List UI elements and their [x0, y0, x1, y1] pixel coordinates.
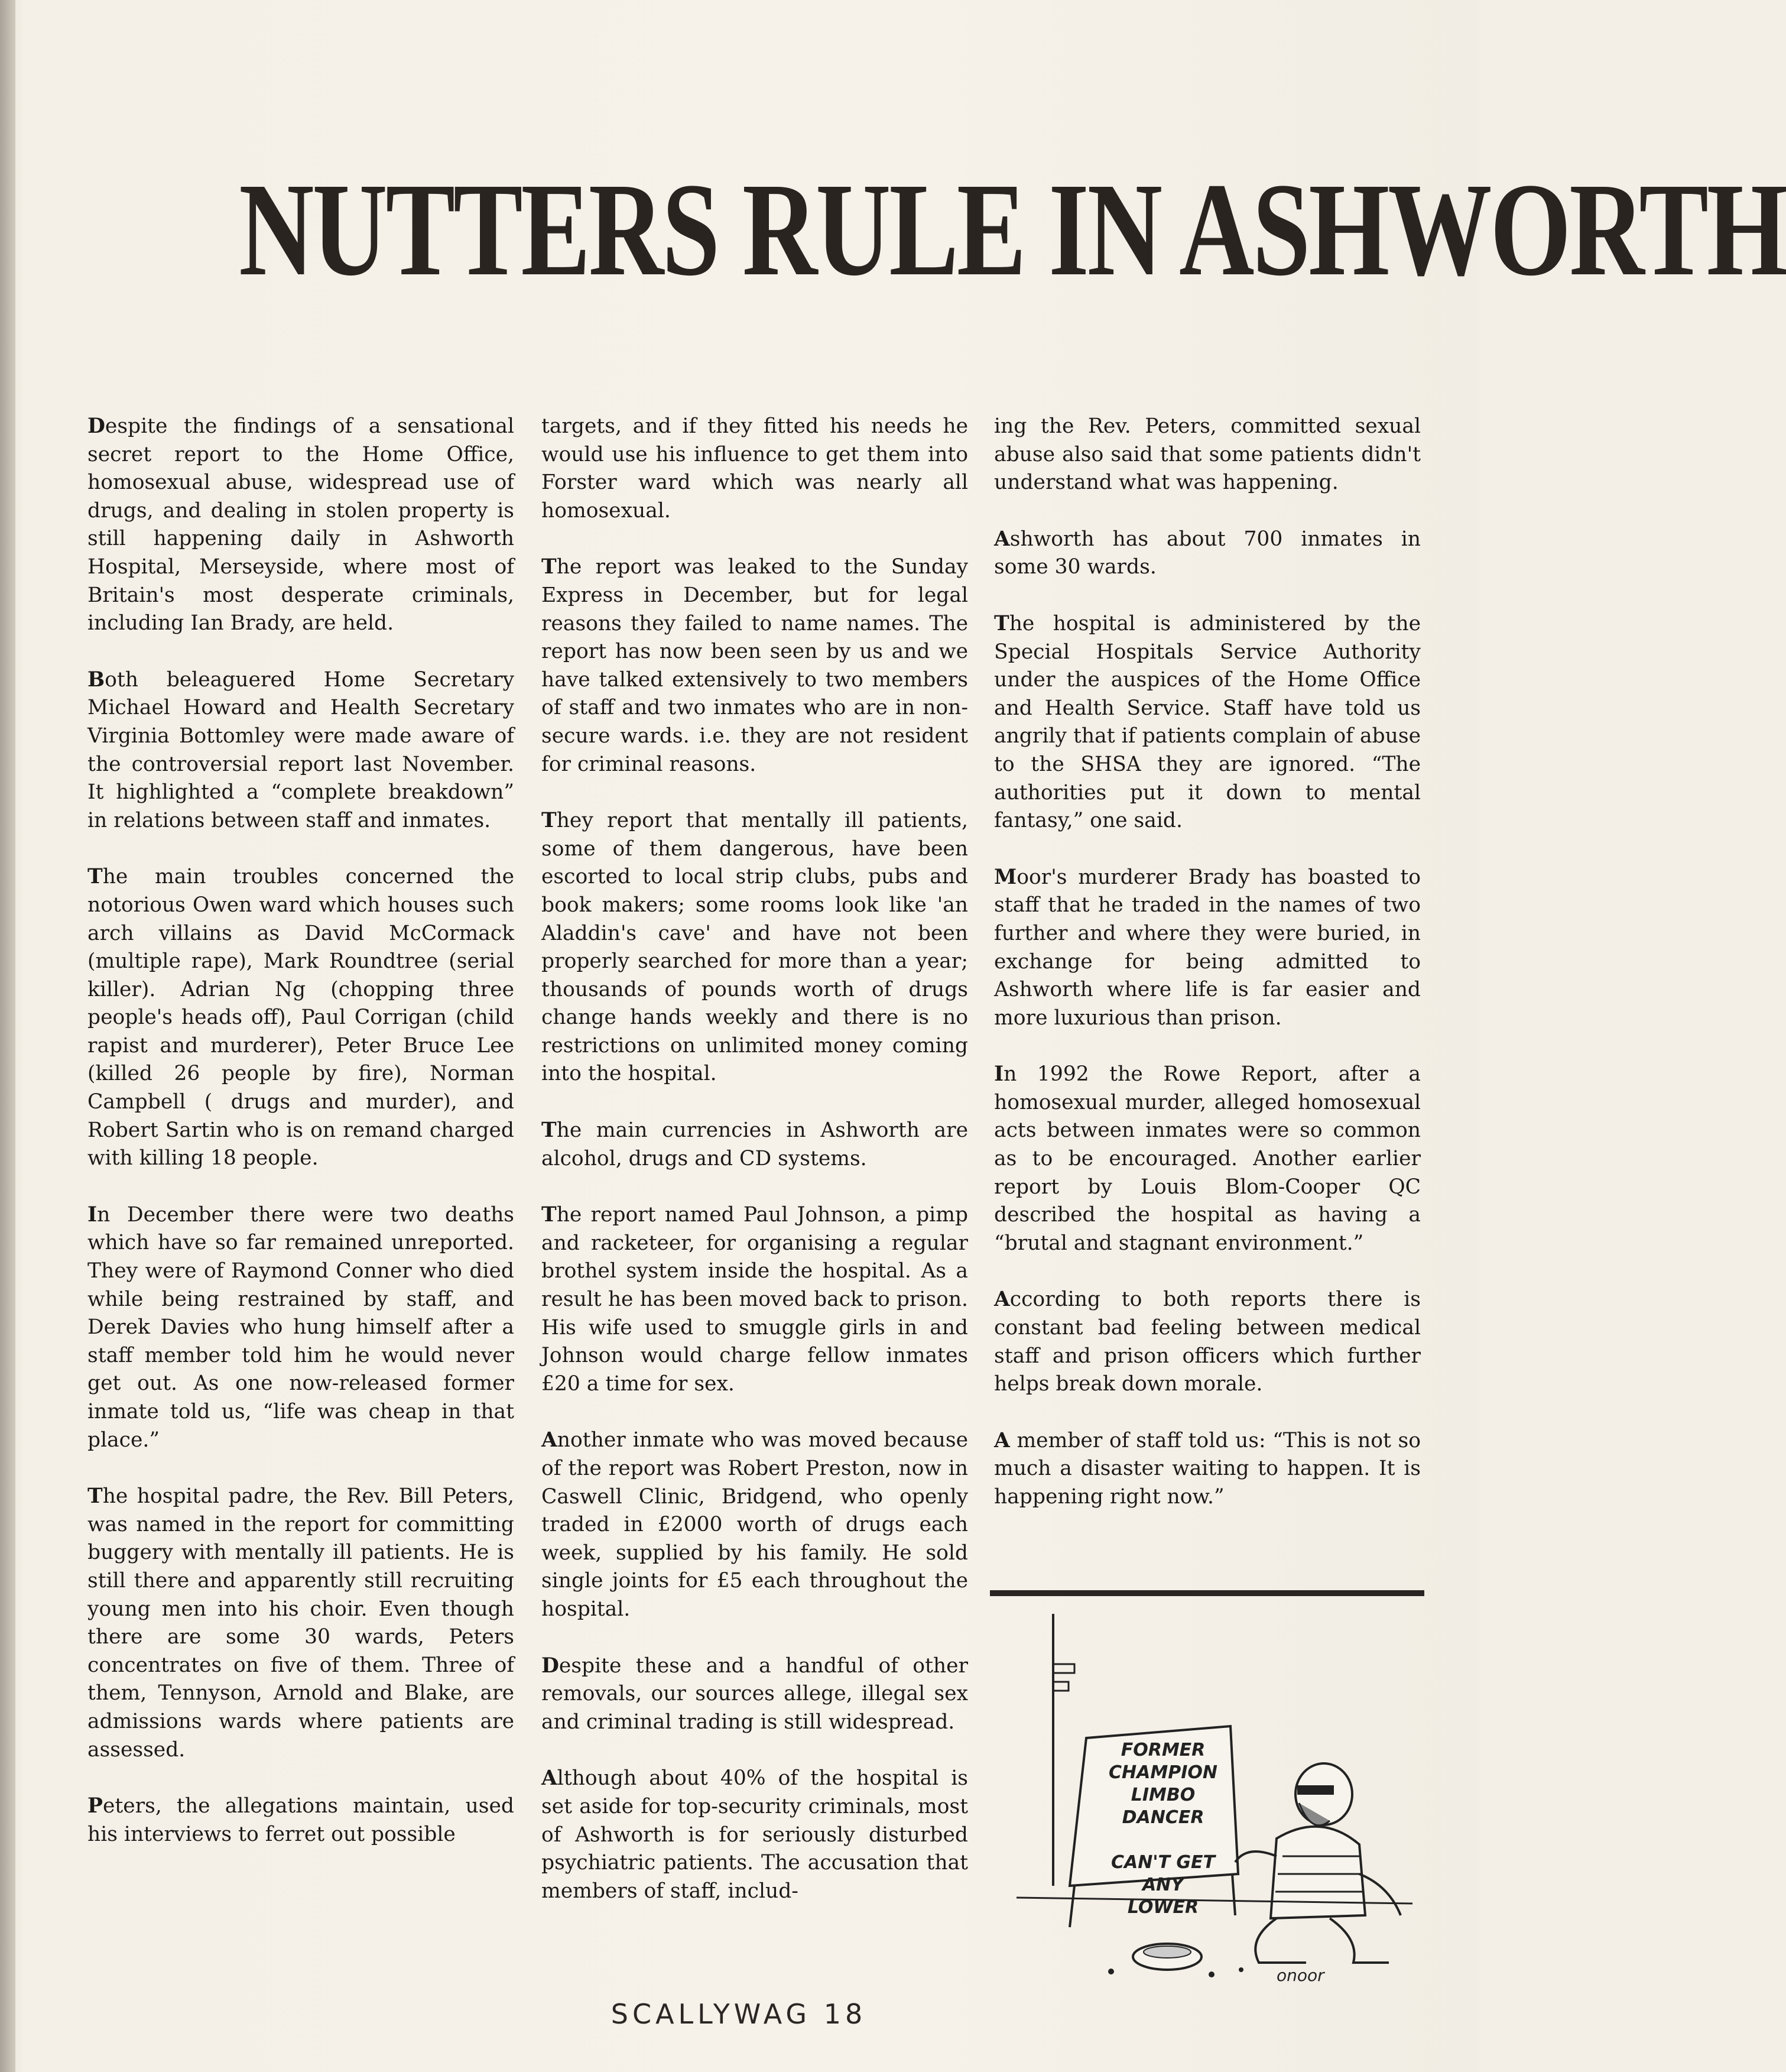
paragraph: Both beleaguered Home Secretary Michael Howard and Health Secretary Virginia Bottomley were made aware of the controversial report last November. It highlighted a “complete breakdown” in relations between staff and inmates.	[87, 667, 514, 832]
cartoonist-signature: onoor	[1277, 1966, 1324, 1985]
column-3	[994, 413, 1421, 1540]
paragraph: In December there were two deaths which have so far remained unreported. They were of Raymond Conner who died while being restrained by staff, and Derek Davies who hung himself after a staff member told him he would never get out. As one now-released former inmate told us, “life was cheap in that place.”	[87, 1202, 514, 1452]
paragraph: Peters, the allegations maintain, used his interviews to ferret out possible	[87, 1794, 514, 1846]
paragraph: The main troubles concerned the notorious Owen ward which houses such arch villains as David McCormack (multiple rape), Mark Roundtree (serial killer). Adrian Ng (chopping three people's heads off), Paul Corrigan (child rapist and murderer), Peter Bruce Lee (killed 26 people by fire), Norman Campbell ( drugs and murder), and Robert Sartin who is on remand charged with killing 18 people.	[87, 865, 514, 1170]
paragraph: Although about 40% of the hospital is set aside for top-security criminals, most of Ashworth is for seriously disturbed psychiatric patients. The accusation that members of staff, includ-	[541, 1766, 968, 1903]
paragraph: The hospital padre, the Rev. Bill Peters, was named in the report for committing buggery with mentally ill patients. He is still there and apparently still recruiting young men into his choir. Even though there are some 30 wards, Peters concentrates on five of them. Three of them, Tennyson, Arnold and Blake, are admissions wards where patients are assessed.	[87, 1484, 514, 1762]
column-1	[87, 413, 514, 1877]
paragraph: They report that mentally ill patients, some of them dangerous, have been escorted to local strip clubs, pubs and book makers; some rooms look like 'an Aladdin's cave' and have not been properly searched for more than a year; thousands of pounds worth of drugs change hands weekly and there is no restrictions on unlimited money coming into the hospital.	[541, 809, 968, 1086]
column-divider-rule	[990, 1590, 1424, 1596]
page-spine-shadow	[0, 0, 15, 2072]
paragraph: The main currencies in Ashworth are alcohol, drugs and CD systems.	[541, 1118, 968, 1170]
page-footer: SCALLYWAG 18	[611, 1998, 867, 2030]
paragraph: In 1992 the Rowe Report, after a homosexual murder, alleged homosexual acts between inmates were so common as to be encouraged. Another earlier report by Louis Blom-Cooper QC described the hospital as having a “brutal and stagnant environment.”	[994, 1062, 1421, 1255]
paragraph: ing the Rev. Peters, committed sexual abuse also said that some patients didn't understand what was happening.	[994, 414, 1421, 495]
paragraph: The hospital is administered by the Special Hospitals Service Authority under the auspices of the Home Office and Health Service. Staff have told us angrily that if patients complain of abuse to the SHSA they are ignored. “The authorities put it down to mental fantasy,” one said.	[994, 611, 1421, 833]
paragraph: According to both reports there is constant bad feeling between medical staff and prison officers which further helps break down morale.	[994, 1288, 1421, 1396]
paragraph: targets, and if they fitted his needs he would use his influence to get them into Forster ward which was nearly all homosexual.	[541, 414, 968, 523]
column-2	[541, 413, 968, 1934]
headline: NUTTERS RULE IN ASHWORTH	[239, 155, 1786, 303]
paragraph: A member of staff told us: “This is not so much a disaster waiting to happen. It is happening right now.”	[994, 1428, 1421, 1509]
paragraph: Another inmate who was moved because of the report was Robert Preston, now in Caswell Clinic, Bridgend, who openly traded in £2000 worth of drugs each week, supplied by his family. He sold single joints for £5 each throughout the hospital.	[541, 1428, 968, 1621]
cartoon-sign-text: FORMER CHAMPION LIMBO DANCER CAN'T GET ANY LOWER	[1109, 1740, 1217, 1918]
paragraph: Ashworth has about 700 inmates in some 30 wards.	[994, 527, 1421, 579]
paragraph: Despite the findings of a sensational secret report to the Home Office, homosexual abuse, widespread use of drugs, and dealing in stolen property is still happening daily in Ashworth Hospital, Merseyside, where most of Britain's most desperate criminals, including Ian Brady, are held.	[87, 414, 514, 635]
paragraph: The report named Paul Johnson, a pimp and racketeer, for organising a regular brothel system inside the hospital. As a result he has been moved back to prison. His wife used to smuggle girls in and Johnson would charge fellow inmates £20 a time for sex.	[541, 1203, 968, 1396]
paragraph: Despite these and a handful of other removals, our sources allege, illegal sex and criminal trading is still widespread.	[541, 1653, 968, 1734]
paragraph: The report was leaked to the Sunday Express in December, but for legal reasons they failed to name names. The report has now been seen by us and we have talked extensively to two members of staff and two inmates who are in non-secure wards. i.e. they are not resident for criminal reasons.	[541, 555, 968, 776]
paragraph: Moor's murderer Brady has boasted to staff that he traded in the names of two further and where they were buried, in exchange for being admitted to Ashworth where life is far easier and more luxurious than prison.	[994, 865, 1421, 1030]
